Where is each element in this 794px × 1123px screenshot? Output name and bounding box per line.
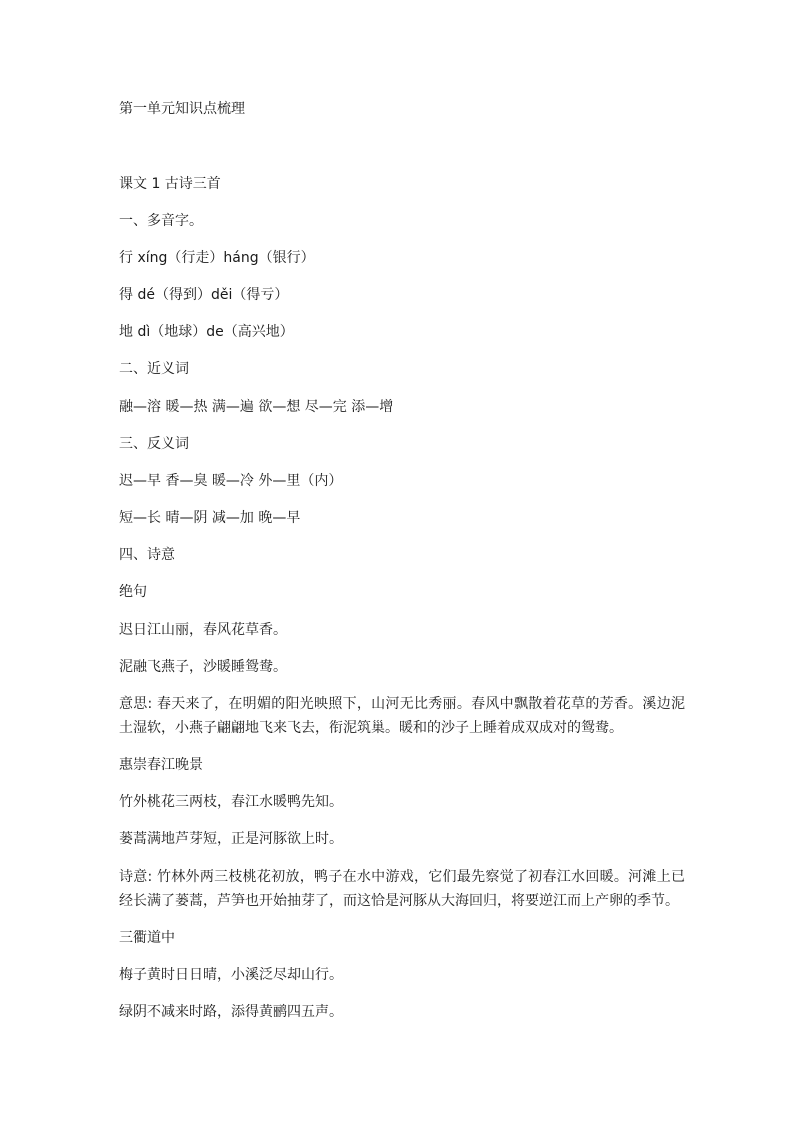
document-title: 第一单元知识点梳理 <box>119 101 245 117</box>
poem-meaning: 意思: 春天来了，在明媚的阳光映照下，山河无比秀丽。春风中飘散着花草的芳香。溪边泥土湿软，小燕子翩翩地飞来飞去，衔泥筑巢。暖和的沙子上睡着成双成对的鸳鸯。 <box>119 696 685 736</box>
synonyms-line: 融—溶 暖—热 满—遍 欲—想 尽—完 添—增 <box>119 399 394 415</box>
section-heading-antonyms: 三、反义词 <box>119 436 189 452</box>
antonyms-line: 短—长 晴—阴 减—加 晚—早 <box>119 510 301 526</box>
poem-title: 惠崇春江晚景 <box>119 757 203 773</box>
polyphone-line: 行 xíng（行走）háng（银行） <box>119 250 315 266</box>
poem-title: 三衢道中 <box>119 930 175 946</box>
poem-line: 迟日江山丽，春风花草香。 <box>119 622 287 638</box>
poem-line: 泥融飞燕子，沙暖睡鸳鸯。 <box>119 659 287 675</box>
section-heading-synonyms: 二、近义词 <box>119 361 189 377</box>
poem-line: 竹外桃花三两枝，春江水暖鸭先知。 <box>119 794 343 810</box>
poem-meaning: 诗意: 竹林外两三枝桃花初放，鸭子在水中游戏，它们最先察觉了初春江水回暖。河滩上已经长满了蒌蒿，芦笋也开始抽芽了，而这恰是河豚从大海回归，将要逆江而上产卵的季节。 <box>119 869 685 909</box>
section-heading-meaning: 四、诗意 <box>119 547 175 563</box>
poem-title: 绝句 <box>119 584 147 600</box>
poem-line: 蒌蒿满地芦芽短，正是河豚欲上时。 <box>119 831 343 847</box>
section-heading-polyphones: 一、多音字。 <box>119 213 203 229</box>
poem-line: 绿阴不减来时路，添得黄鹂四五声。 <box>119 1004 343 1020</box>
poem-line: 梅子黄时日日晴，小溪泛尽却山行。 <box>119 967 343 983</box>
antonyms-line: 迟—早 香—臭 暖—冷 外—里（内） <box>119 473 343 489</box>
polyphone-line: 地 dì（地球）de（高兴地） <box>119 324 294 340</box>
polyphone-line: 得 dé（得到）děi（得亏） <box>119 287 289 303</box>
lesson-title: 课文 1 古诗三首 <box>119 176 221 192</box>
